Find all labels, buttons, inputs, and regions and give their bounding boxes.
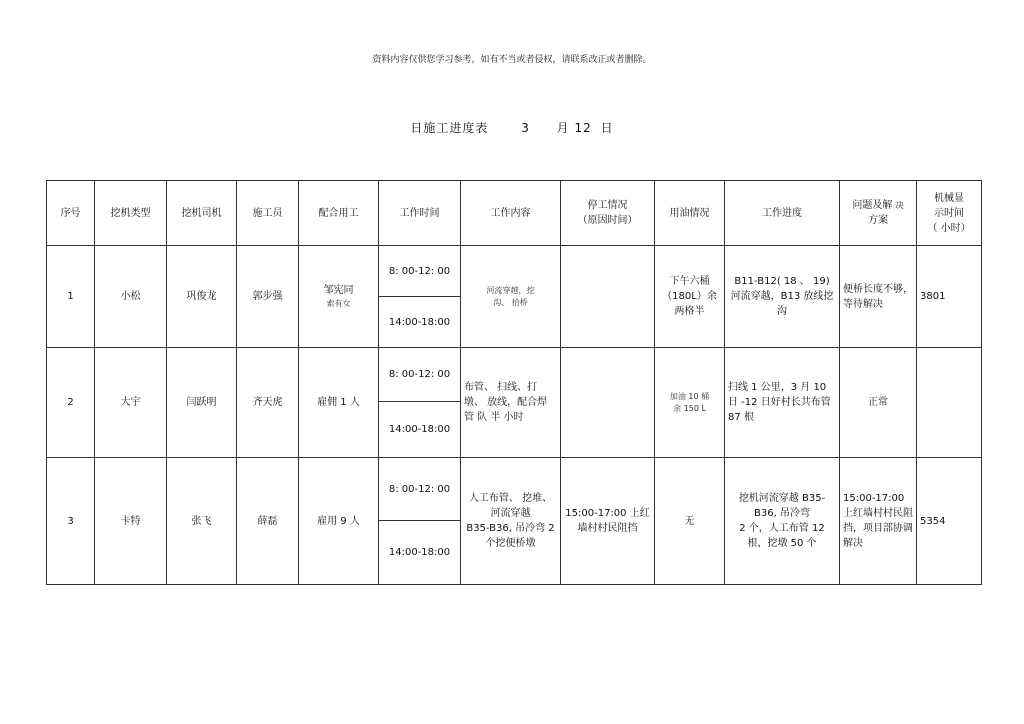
row2-type: 大宇: [95, 348, 167, 458]
row3-content-line2: B35-B36, 吊冷弯 2 个挖便桥墩: [466, 523, 555, 549]
row1-oil: 下午六桶（180L）余两格半: [655, 246, 725, 348]
row3-seq: 3: [47, 458, 95, 585]
row1-labor: [299, 246, 379, 348]
row2-driver: 闫跃明: [167, 348, 237, 458]
row3-progress: [725, 458, 840, 585]
row1-worker: 郭步强: [237, 246, 299, 348]
row2-progress: 扫线 1 公里，3 月 10 日 -12 日好村长共布管 87 根: [725, 348, 840, 458]
header-type: 挖机类型: [95, 181, 167, 246]
header-row: [47, 181, 982, 246]
row3-content-line1: 人工布管、 挖堆、 河流穿越: [468, 493, 553, 519]
row2-oil-line1: 加油 10 桶: [669, 391, 710, 401]
row1-time-pm: 14:00-18:00: [379, 297, 461, 348]
row3-type: 卡特: [95, 458, 167, 585]
row3-time-pm: 14:00-18:00: [379, 521, 461, 585]
row1-content-line1: 河流穿越，挖: [486, 285, 535, 295]
row2-content: 布管、 扫线、打墩、 放线，配合焊 管 队 半 小时: [461, 348, 561, 458]
row1-type: 小松: [95, 246, 167, 348]
row1-labor-line2: 索有女: [326, 299, 351, 308]
row1-content: [461, 246, 561, 348]
title-main: 日施工进度表: [410, 121, 489, 135]
row2-worker: 齐天虎: [237, 348, 299, 458]
header-meter-line2: 示时间: [934, 207, 964, 219]
row3-time-am: 8: 00-12: 00: [379, 458, 461, 521]
row1-driver: 巩俊龙: [167, 246, 237, 348]
header-issue-line1: 问题及解: [852, 200, 893, 211]
disclaimer-text: 资料内容仅供您学习参考，如有不当或者侵权，请联系改正或者删除。: [372, 55, 652, 65]
header-labor: 配合用工: [299, 181, 379, 246]
row3-progress-line2: 2 个，人工布管 12 根，挖墩 50 个: [739, 523, 825, 549]
progress-table: [46, 180, 982, 585]
row1-progress: B11-B12( 18 、 19) 河流穿越，B13 放线挖沟: [725, 246, 840, 348]
header-progress: 工作进度: [725, 181, 840, 246]
row2-seq: 2: [47, 348, 95, 458]
header-meter: [917, 181, 982, 246]
row3-stop: 15:00-17:00 上红墙村村民阻挡: [561, 458, 655, 585]
row1-stop: [561, 246, 655, 348]
header-stop-line2: （原因时间）: [577, 215, 638, 226]
row2-oil-line2: 余 150 L: [673, 403, 706, 413]
row3-oil: 无: [655, 458, 725, 585]
table-row: [47, 458, 982, 521]
row3-issue: 15:00-17:00 上红墙村村民阻挡，项目部协调解决: [840, 458, 917, 585]
row2-labor: 雇佣 1 人: [299, 348, 379, 458]
row1-content-line2: 沟、 拾桥: [493, 297, 528, 307]
header-stop-line1: 停工情况: [587, 200, 628, 211]
row2-oil: [655, 348, 725, 458]
header-driver: 挖机司机: [167, 181, 237, 246]
row1-time-am: 8: 00-12: 00: [379, 246, 461, 297]
table-row: [47, 246, 982, 297]
title-day: 12: [574, 121, 592, 135]
row1-labor-line1: 邹宪同: [323, 285, 354, 296]
header-stop: [561, 181, 655, 246]
row3-meter: 5354: [917, 458, 982, 585]
row1-seq: 1: [47, 246, 95, 348]
row3-worker: 薛磊: [237, 458, 299, 585]
table-row: [47, 348, 982, 402]
row2-meter: [917, 348, 982, 458]
header-content: 工作内容: [461, 181, 561, 246]
header-meter-line1: 机械显: [934, 192, 964, 204]
row2-stop: [561, 348, 655, 458]
header-oil: 用油情况: [655, 181, 725, 246]
header-issue-line2: 决: [895, 201, 904, 210]
row3-labor: 雇用 9 人: [299, 458, 379, 585]
row1-issue: 便桥长度不够，等待解决: [840, 246, 917, 348]
row2-issue: 正常: [840, 348, 917, 458]
header-worker: 施工员: [237, 181, 299, 246]
page-title: [0, 119, 1024, 136]
title-day-label: 日: [600, 121, 614, 135]
row3-content: [461, 458, 561, 585]
row3-progress-line1: 挖机河流穿越 B35-B36, 吊冷弯: [738, 493, 826, 519]
header-issue-line3: 方案: [868, 215, 888, 226]
header-time: 工作时间: [379, 181, 461, 246]
row2-time-pm: 14:00-18:00: [379, 402, 461, 458]
header-issue: [840, 181, 917, 246]
row1-meter: 3801: [917, 246, 982, 348]
row2-time-am: 8: 00-12: 00: [379, 348, 461, 402]
header-seq: 序号: [47, 181, 95, 246]
header-meter-line3: （ 小时）: [927, 222, 971, 234]
row3-driver: 张飞: [167, 458, 237, 585]
title-month-label: 月: [556, 121, 570, 135]
title-month: 3: [521, 121, 530, 135]
